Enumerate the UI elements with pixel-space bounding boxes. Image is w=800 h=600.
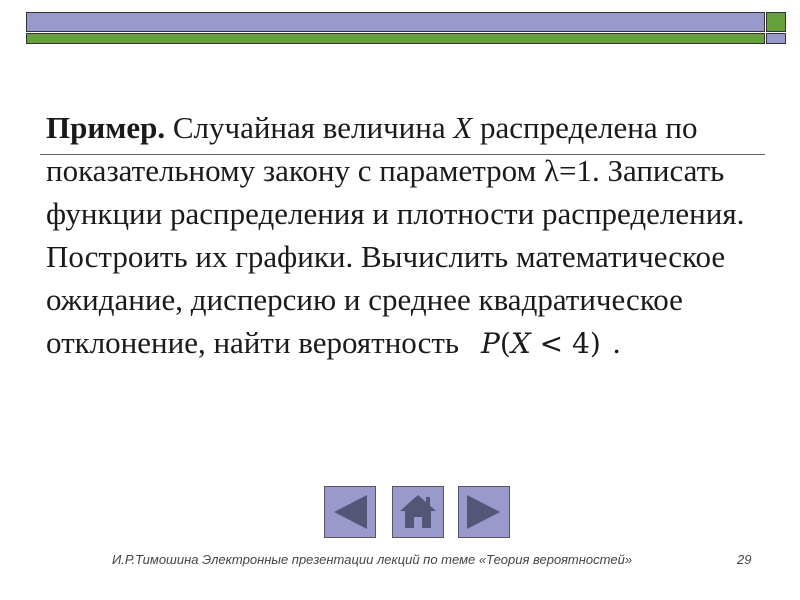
arrow-right-icon [459, 487, 509, 537]
body-text-part-1: Случайная величина [165, 110, 454, 145]
header-bar-purple [26, 12, 765, 32]
next-slide-button[interactable] [458, 486, 510, 538]
variable-x: X [453, 110, 473, 145]
header-square-purple [766, 33, 786, 44]
page-number: 29 [737, 552, 752, 567]
end-punctuation: . [612, 325, 621, 360]
formula-p: P [481, 327, 500, 360]
header-square-green [766, 12, 786, 32]
home-button[interactable] [392, 486, 444, 538]
header-bar-green [26, 33, 765, 44]
formula-open-paren: ( [499, 327, 511, 360]
footer-author-text: И.Р.Тимошина Электронные презентации лекций по теме «Теория вероятностей» [112, 552, 633, 567]
formula-rest: < 4) [530, 327, 601, 360]
arrow-left-icon [325, 487, 375, 537]
body-text-part-2: распределена по показательному закону с параметром λ=1. Записать функции распределения и плотности распределения. Построить их графики. Вычислить математическое ожидание, дисперсию и среднее квадратическое отклонение, найти вероятность [46, 110, 745, 360]
prev-slide-button[interactable] [324, 486, 376, 538]
home-icon [393, 487, 443, 537]
formula-x: X [510, 327, 531, 360]
probability-formula [481, 322, 601, 365]
slide-body-text [46, 106, 766, 365]
example-label: Пример. [46, 110, 166, 145]
